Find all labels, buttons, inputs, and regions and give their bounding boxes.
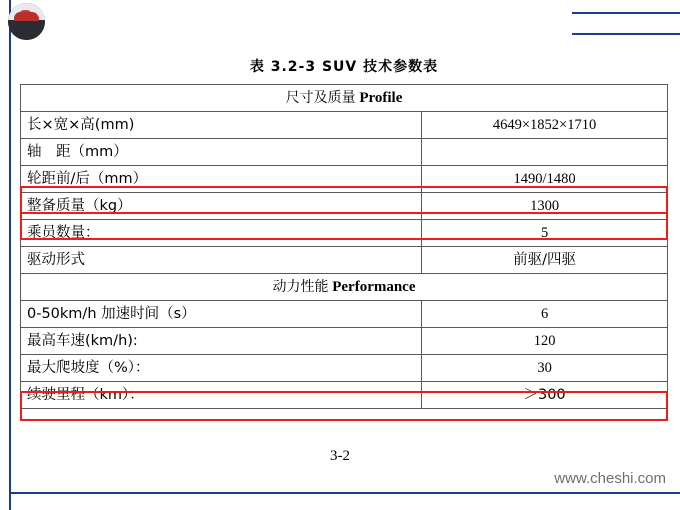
top-rule-lower	[572, 33, 680, 35]
row-value: 4649×1852×1710	[422, 112, 668, 139]
row-value: 1490/1480	[422, 166, 668, 193]
row-label: 驱动形式	[21, 247, 422, 274]
section-header-profile-en: Profile	[359, 90, 403, 106]
table-row	[21, 166, 668, 193]
car-logo	[8, 3, 45, 40]
row-value: ＞300	[422, 382, 668, 409]
row-value: 5	[422, 220, 668, 247]
page-number: 3-2	[330, 448, 350, 464]
top-rule-upper	[572, 12, 680, 14]
table-row	[21, 220, 668, 247]
table-row	[21, 355, 668, 382]
spec-table	[20, 84, 668, 409]
row-label: 轮距前/后（mm）	[21, 166, 422, 193]
table-row	[21, 247, 668, 274]
table-row	[21, 139, 668, 166]
section-header-performance	[21, 274, 668, 301]
page-title: 表 3.2-3 SUV 技术参数表	[249, 59, 439, 75]
row-label: 续驶里程（km）：	[21, 382, 422, 409]
table-row	[21, 301, 668, 328]
row-label: 最高车速(km/h):	[21, 328, 422, 355]
section-header-profile-cn: 尺寸及质量	[285, 90, 356, 106]
row-value: 前驱/四驱	[422, 247, 668, 274]
table-row	[21, 382, 668, 409]
row-value: 1300	[422, 193, 668, 220]
table-row	[21, 112, 668, 139]
table-row	[21, 328, 668, 355]
row-label: 0-50km/h 加速时间（s）	[21, 301, 422, 328]
row-label: 长×宽×高(mm)	[21, 112, 422, 139]
spec-document	[20, 56, 668, 409]
row-value: 30	[422, 355, 668, 382]
logo-ground	[8, 21, 45, 40]
row-label: 整备质量（kg）	[21, 193, 422, 220]
bottom-horizontal-rule	[9, 492, 680, 494]
row-label: 乘员数量：	[21, 220, 422, 247]
logo-car-body	[14, 12, 39, 21]
row-label: 最大爬坡度（%）：	[21, 355, 422, 382]
section-header-profile	[21, 85, 668, 112]
left-vertical-rule	[9, 0, 11, 510]
table-row	[21, 193, 668, 220]
watermark: www.cheshi.com	[554, 470, 666, 487]
section-header-performance-cn: 动力性能	[272, 279, 329, 295]
row-value: 120	[422, 328, 668, 355]
row-value	[422, 139, 668, 166]
section-header-performance-en: Performance	[332, 279, 416, 295]
row-value: 6	[422, 301, 668, 328]
row-label: 轴 距（mm）	[21, 139, 422, 166]
